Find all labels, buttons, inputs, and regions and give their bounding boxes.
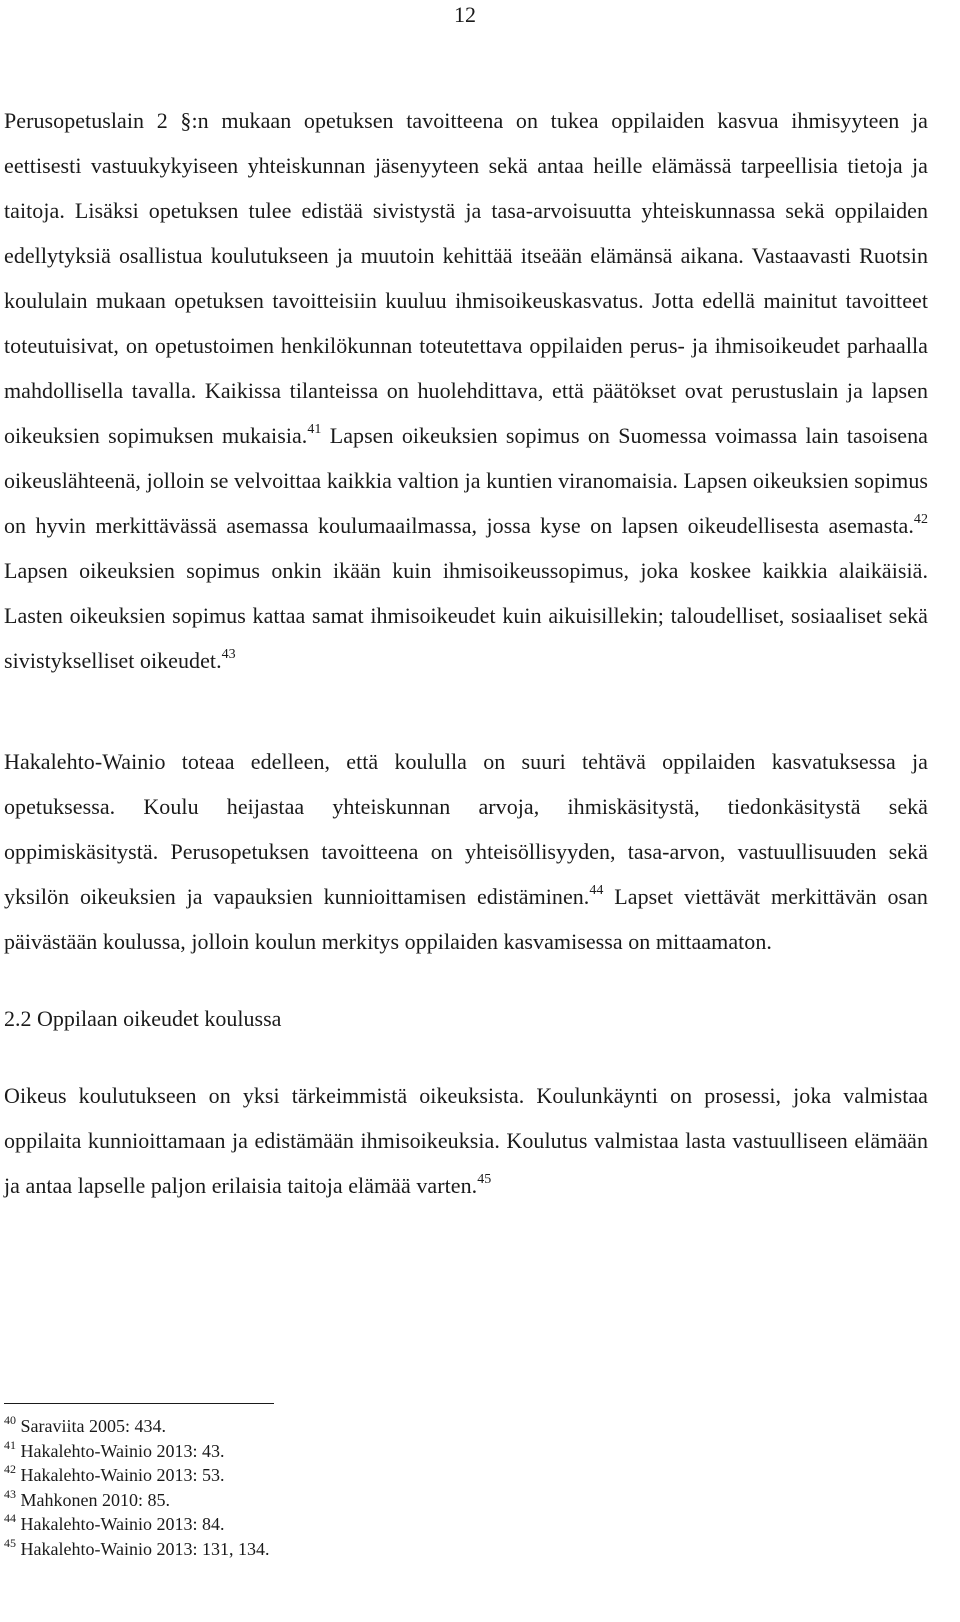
footnote-ref-44: 44 [589,883,604,898]
paragraph-2 [4,739,928,964]
footnote-item [4,1537,604,1562]
footnote-ref-42: 42 [913,512,928,527]
heading-spacer [4,964,928,996]
footnote-text: Hakalehto-Wainio 2013: 43. [16,1440,225,1461]
footnote-item [4,1512,604,1537]
paragraph-1-text-c: Lapsen oikeuksien sopimus onkin ikään kuin ihmisoikeussopimus, joka koskee kaikkia alaikäisiä. Lasten oikeuksien sopimus kattaa samat ihmisoikeudet kuin aikuisillekin; taloudelliset, sosiaaliset sekä sivistykselliset oikeudet. [4,558,928,673]
footnote-text: Hakalehto-Wainio 2013: 131, 134. [16,1538,270,1559]
footnote-number: 45 [4,1535,16,1550]
footnote-item [4,1414,604,1439]
paragraph-1 [4,98,928,683]
footnote-item [4,1488,604,1513]
paragraph-1-text-a: Perusopetuslain 2 §:n mukaan opetuksen tavoitteena on tukea oppilaiden kasvua ihmisyyteen ja eettisesti vastuukykyiseen yhteiskunnan jäsenyyteen sekä antaa heille elämässä tarpeellisia tietoja ja taitoja. Lisäksi opetuksen tulee edistää sivistystä ja tasa-arvoisuutta yhteiskunnassa sekä oppilaiden edellytyksiä osallistua koulutukseen ja muutoin kehittää itseään elämänsä aikana. Vastaavasti Ruotsin koululain mukaan opetuksen tavoitteisiin kuuluu ihmisoikeuskasvatus. Jotta edellä mainitut tavoitteet toteutuisivat, on opetustoimen henkilökunnan toteutettava oppilaiden perus- ja ihmisoikeudet parhaalla mahdollisella tavalla. Kaikissa tilanteissa on huolehdittava, että päätökset ovat perustuslain ja lapsen oikeuksien sopimuksen mukaisia. [4,108,928,448]
paragraph-3-text: Oikeus koulutukseen on yksi tärkeimmistä oikeuksista. Koulunkäynti on prosessi, joka valmistaa oppilaita kunnioittamaan ja edistämään ihmisoikeuksia. Koulutus valmistaa lasta vastuulliseen elämään ja antaa lapselle paljon erilaisia taitoja elämää varten. [4,1083,928,1198]
footnote-item [4,1463,604,1488]
page-number: 12 [454,2,476,27]
paragraph-2-text-b: Lapset viettävät merkittävän osan päivästään koulussa, jolloin koulun merkitys oppilaiden kasvamisessa on mittaamaton. [4,884,928,954]
footnote-ref-45: 45 [477,1172,492,1187]
paragraph-3 [4,1073,928,1208]
footnote-text: Hakalehto-Wainio 2013: 53. [16,1465,225,1485]
footnote-text: Hakalehto-Wainio 2013: 84. [16,1514,225,1534]
footnote-ref-43: 43 [221,647,236,662]
footnote-text: Mahkonen 2010: 85. [16,1489,170,1510]
section-heading: 2.2 Oppilaan oikeudet koulussa [4,1006,282,1031]
footnote-number: 40 [4,1413,16,1427]
footnote-number: 44 [4,1511,16,1525]
paragraph-2-text-a: Hakalehto-Wainio toteaa edelleen, että koululla on suuri tehtävä oppilaiden kasvatuksessa ja opetuksessa. Koulu heijastaa yhteiskunnan arvoja, ihmiskäsitystä, tiedonkäsitystä sekä oppimiskäsitystä. Perusopetuksen tavoitteena on yhteisöllisyyden, tasa-arvon, vastuullisuuden sekä yksilön oikeuksien ja vapauksien kunnioittamisen edistäminen. [4,749,928,909]
heading-spacer [4,1041,928,1073]
footnote-number: 41 [4,1437,16,1452]
footnote-item [4,1439,604,1464]
footnote-number: 43 [4,1486,16,1501]
paragraph-1-text-b: Lapsen oikeuksien sopimus on Suomessa voimassa lain tasoisena oikeuslähteenä, jolloin se velvoittaa kaikkia valtion ja kuntien viranomaisia. Lapsen oikeuksien sopimus on hyvin merkittävässä asemassa koulumaailmassa, jossa kyse on lapsen oikeudellisesta asemasta. [4,423,928,538]
paragraph-spacer [4,683,928,739]
footnotes [4,1414,604,1561]
footnote-number: 42 [4,1462,16,1476]
document-body [4,98,928,1208]
footnote-text: Saraviita 2005: 434. [16,1416,166,1436]
footnote-separator [4,1403,274,1404]
footnote-ref-41: 41 [307,422,322,437]
